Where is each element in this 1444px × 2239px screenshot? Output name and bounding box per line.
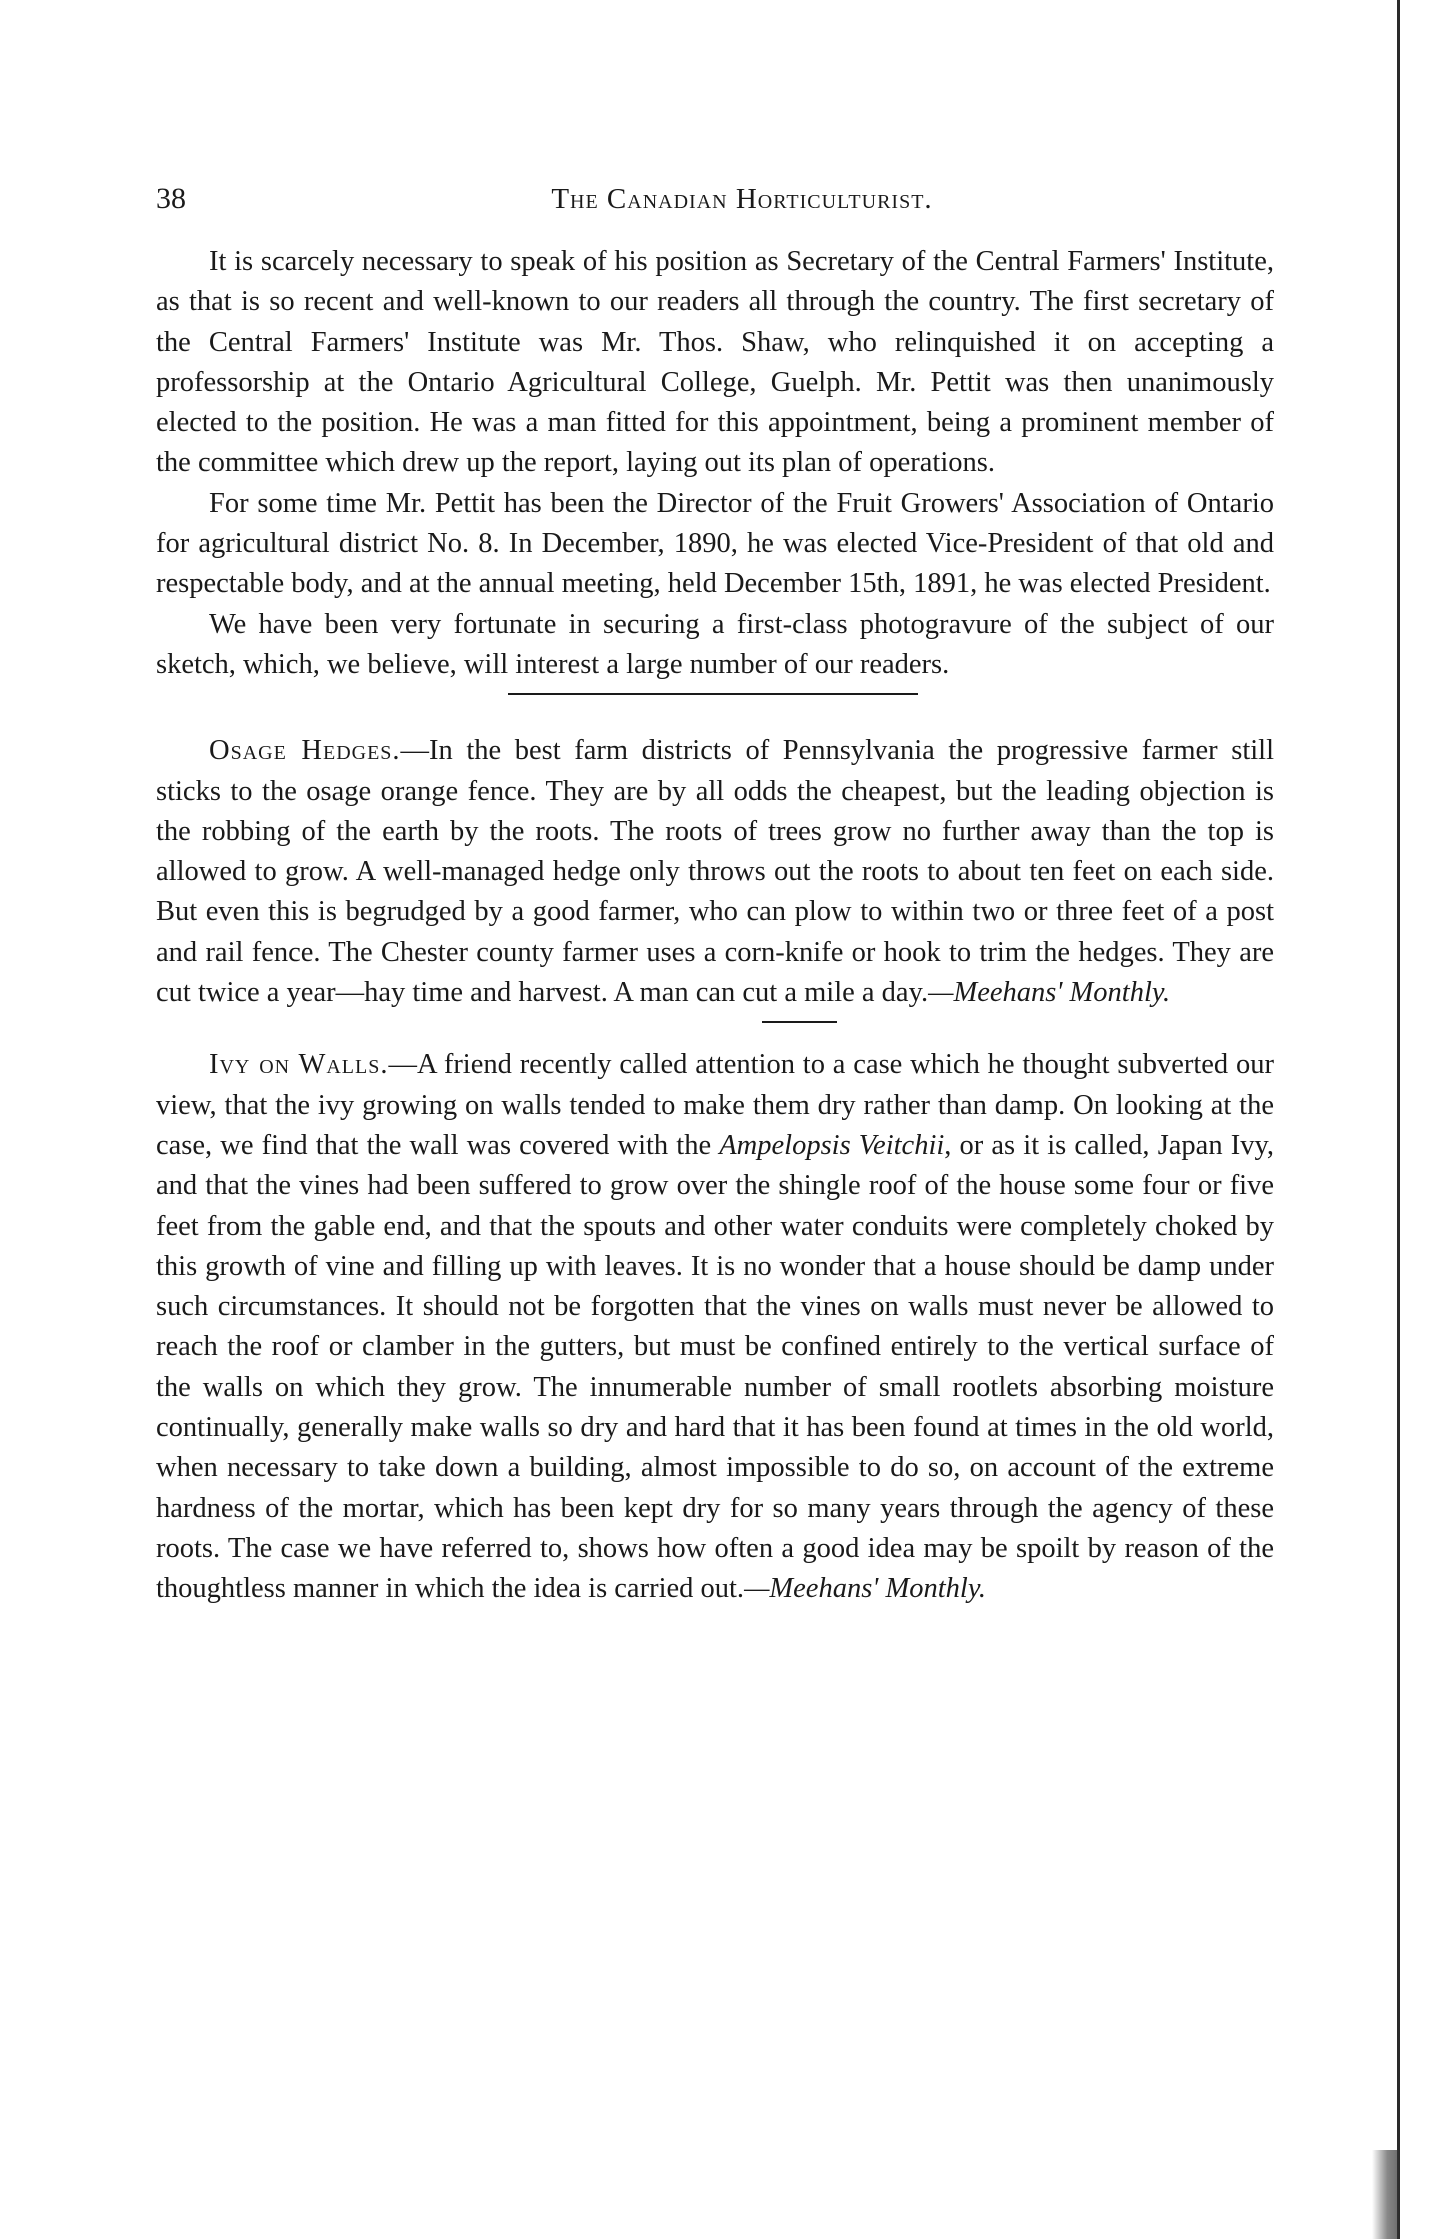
ivy-on-walls-text-a: —A friend recently called attention to a case which he thought subverted our view, that the ivy growing on walls tended to make them dry rather than damp. On looking at the case, we find that the wall was covered with the xyxy=(156,1049,1274,1161)
page-number: 38 xyxy=(156,182,186,215)
running-title: The Canadian Horticulturist. xyxy=(551,183,933,215)
page-edge-smudge xyxy=(1372,2150,1400,2239)
section-divider xyxy=(508,693,918,695)
page-edge-shadow xyxy=(1397,0,1400,2239)
paragraph-secretary: It is scarcely necessary to speak of his position as Secretary of the Central Farmers' Institute, as that is so recent and well-known to our readers all through the country. The first secretary of the Central Farmers' Institute was Mr. Thos. Shaw, who relinquished it on accepting a professorship at the Ontario Agricultural College, Guelph. Mr. Pettit was then unanimously elected to the position. He was a man fitted for this appointment, being a prominent member of the committee which drew up the report, laying out its plan of operations. xyxy=(156,246,1274,479)
osage-hedges-heading: Osage Hedges. xyxy=(209,735,401,767)
running-header xyxy=(156,176,1288,222)
ivy-on-walls-source: —Meehans' Monthly. xyxy=(744,1573,987,1605)
section-divider-short xyxy=(762,1021,837,1023)
ivy-on-walls-heading: Ivy on Walls. xyxy=(209,1049,389,1081)
ivy-on-walls-paragraph xyxy=(156,1045,1274,1609)
osage-hedges-text: —In the best farm districts of Pennsylvania the progressive farmer still sticks to the osage orange fence. They are by all odds the cheapest, but the leading objection is the robbing of the earth by the roots. The roots of trees grow no further away than the top is allowed to grow. A well-managed hedge only throws out the roots to about ten feet on each side. But even this is begrudged by a good farmer, who can plow to within two or three feet of a post and rail fence. The Chester county farmer uses a corn-knife or hook to trim the hedges. They are cut twice a year—hay time and harvest. A man can cut a mile a day. xyxy=(156,735,1274,1009)
paragraph-director: For some time Mr. Pettit has been the Director of the Fruit Growers' Association of Ontario for agricultural district No. 8. In December, 1890, he was elected Vice-President of that old and respectable body, and at the annual meeting, held December 15th, 1891, he was elected President. xyxy=(156,487,1274,600)
paragraph-photogravure: We have been very fortunate in securing a first-class photogravure of the subject of our sketch, which, we believe, will interest a large number of our readers. xyxy=(156,608,1274,680)
article-body xyxy=(156,242,1274,1610)
ivy-on-walls-text-b: , or as it is called, Japan Ivy, and that the vines had been suffered to grow over the shingle roof of the house some four or five feet from the gable end, and that the spouts and other water conduits were completely choked by this growth of vine and filling up with leaves. It is no wonder that a house should be damp under such circumstances. It should not be forgotten that the vines on walls must never be allowed to reach the roof or clamber in the gutters, but must be confined entirely to the vertical surface of the walls on which they grow. The innumerable number of small rootlets absorbing moisture continually, generally make walls so dry and hard that it has been found at times in the old world, when necessary to take down a building, almost impossible to do so, on account of the extreme hardness of the mortar, which has been kept dry for so many years through the agency of these roots. The case we have referred to, shows how often a good idea may be spoilt by reason of the thoughtless manner in which the idea is carried out. xyxy=(156,1129,1274,1605)
osage-hedges-paragraph xyxy=(156,731,1274,1013)
ivy-species-name: Ampelopsis Veitchii xyxy=(719,1129,945,1161)
osage-hedges-source: —Meehans' Monthly. xyxy=(928,977,1171,1009)
